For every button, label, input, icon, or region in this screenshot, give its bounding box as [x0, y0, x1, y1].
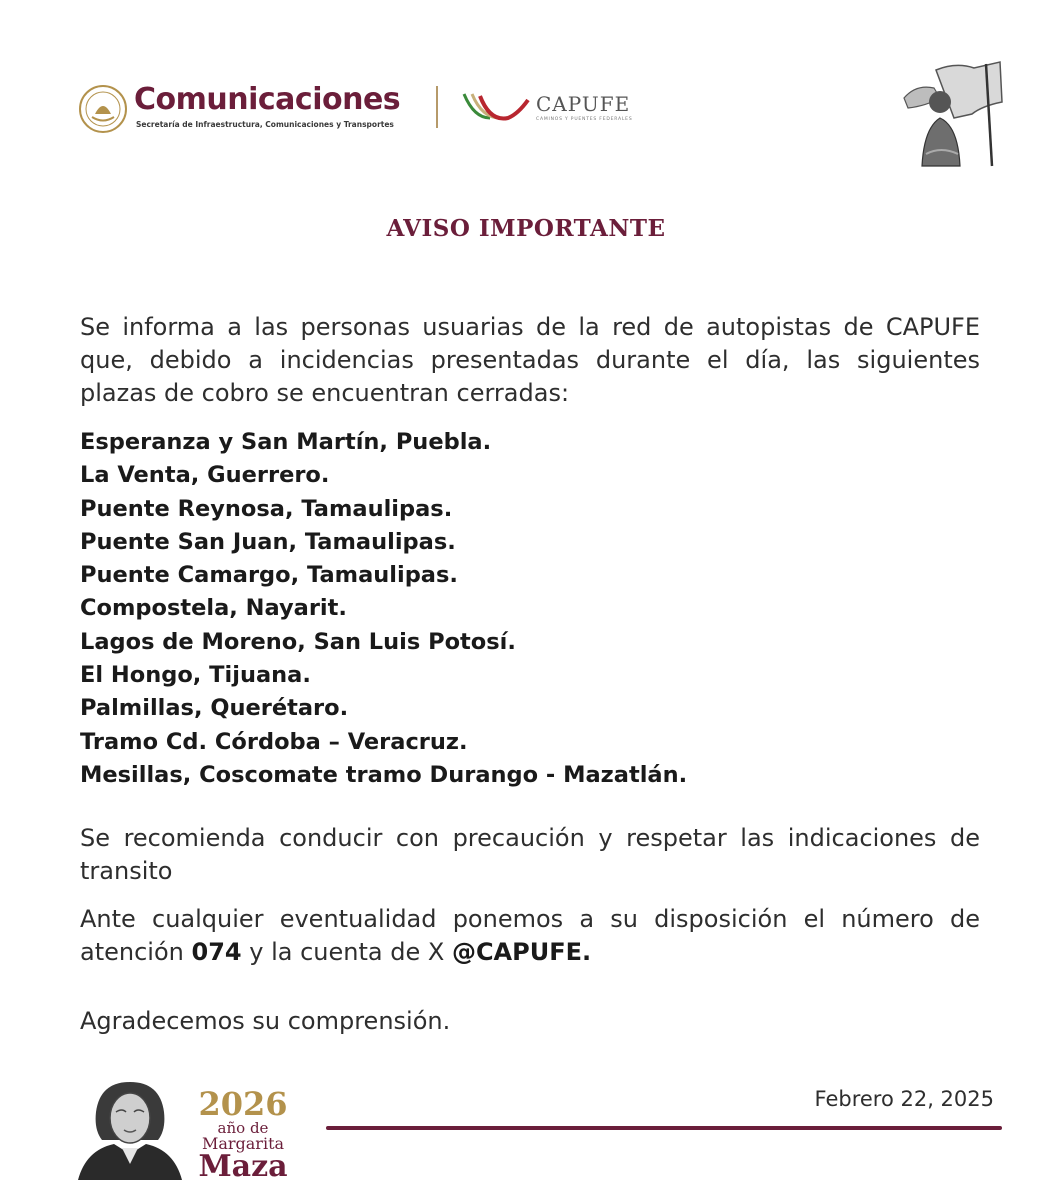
contact-phone: 074 [191, 938, 242, 966]
capufe-logo-icon [460, 88, 532, 128]
list-item: Puente San Juan, Tamaulipas. [80, 528, 456, 555]
year-number: 2026 [198, 1085, 288, 1123]
list-item: Tramo Cd. Córdoba – Veracruz. [80, 728, 468, 755]
notice-date: Febrero 22, 2025 [814, 1087, 994, 1111]
list-item: Esperanza y San Martín, Puebla. [80, 429, 492, 455]
list-item: Compostela, Nayarit. [80, 595, 347, 622]
capufe-subtitle: CAMINOS Y PUENTES FEDERALES [536, 117, 633, 122]
notice-title: AVISO IMPORTANTE [386, 215, 666, 242]
header-divider [436, 86, 438, 128]
year-name-last: Maza [198, 1149, 288, 1184]
year-de: año de [217, 1119, 269, 1137]
sct-title: Comunicaciones [134, 82, 401, 117]
thanks-paragraph: Agradecemos su comprensión. [80, 1007, 451, 1035]
list-item: Palmillas, Querétaro. [80, 695, 349, 722]
contact-middle: y la cuenta de X [249, 938, 445, 966]
recommendation-paragraph: Se recomienda conducir con precaución y respetar las indicaciones de transito [80, 824, 980, 885]
list-item: Puente Camargo, Tamaulipas. [80, 562, 458, 589]
list-item: El Hongo, Tijuana. [80, 662, 311, 689]
list-item: La Venta, Guerrero. [80, 462, 330, 489]
letterhead [78, 80, 978, 170]
intro-paragraph: Se informa a las personas usuarias de la red de autopistas de CAPUFE que, debido a incidencias presentadas durante el día, las siguientes plazas de cobro se encuentran cerradas: [80, 313, 980, 407]
year-name-first: Margarita [201, 1134, 285, 1153]
list-item: Lagos de Moreno, San Luis Potosí. [80, 628, 516, 655]
contact-handle: @CAPUFE. [451, 938, 592, 966]
sct-subtitle: Secretaría de Infraestructura, Comunicaciones y Transportes [136, 120, 394, 129]
list-item: Puente Reynosa, Tamaulipas. [80, 495, 453, 522]
capufe-name: CAPUFE [536, 92, 631, 116]
contact-prefix: Ante cualquier eventualidad ponemos a su disposición el número de atención [80, 905, 980, 966]
footer-divider [326, 1126, 1002, 1130]
year-commemoration [188, 1085, 298, 1184]
national-seal-icon [78, 84, 128, 134]
woman-with-flag-illustration [896, 58, 1006, 168]
list-item: Mesillas, Coscomate tramo Durango - Mazatlán. [80, 761, 688, 788]
contact-paragraph [80, 903, 980, 969]
closed-toll-plazas-list [80, 426, 687, 792]
margarita-maza-portrait [78, 1078, 188, 1180]
